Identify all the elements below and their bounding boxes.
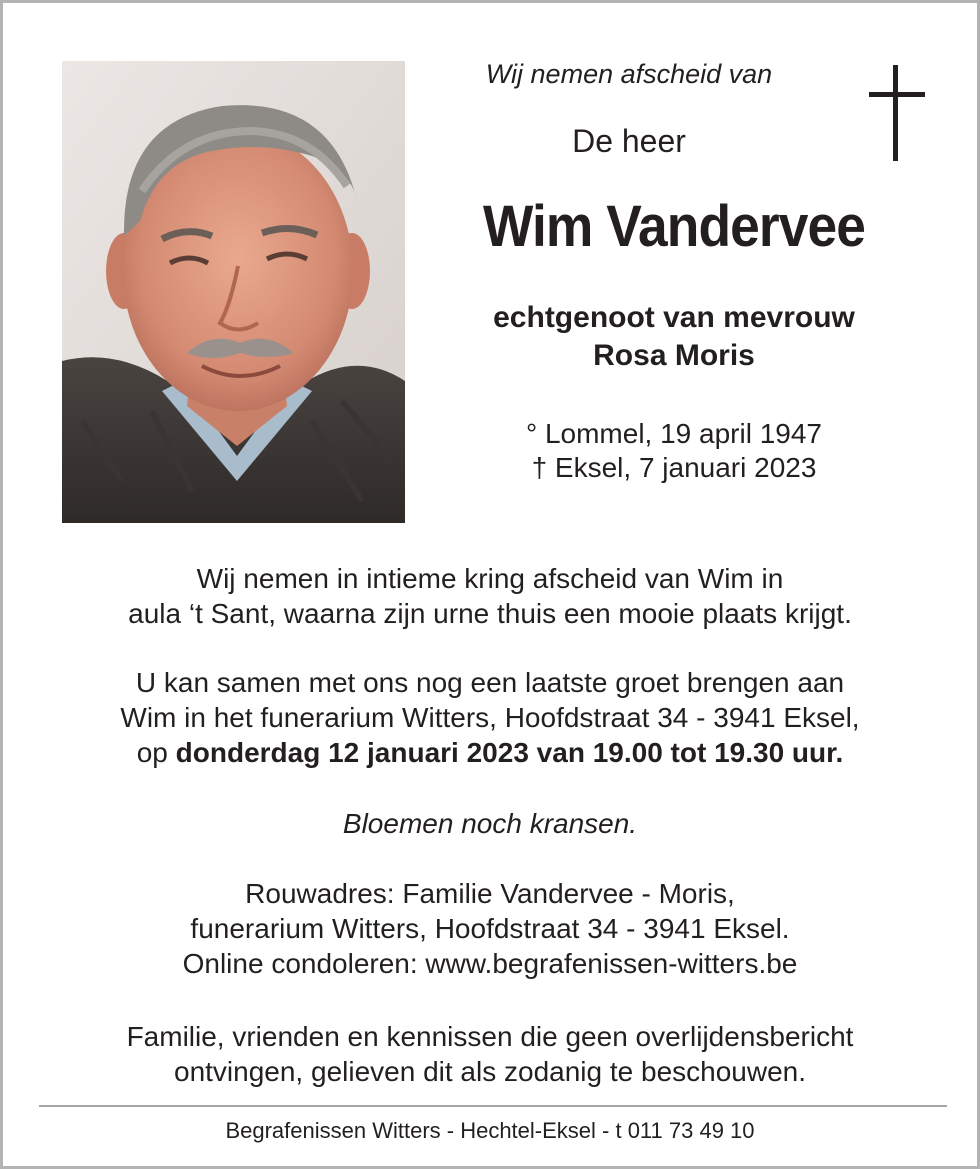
deceased-name: Wim Vandervee: [482, 194, 866, 259]
spouse-line-1: echtgenoot van mevrouw: [493, 301, 855, 334]
ceremony-line-1: Wij nemen in intieme kring afscheid van Wim in: [196, 563, 784, 594]
honorific: De heer: [572, 123, 686, 159]
intro-text: Wij nemen afscheid van: [485, 59, 773, 89]
address-line-1: Rouwadres: Familie Vandervee - Moris,: [245, 878, 735, 909]
visitation-line-3: [33, 735, 947, 770]
footer-contact: Begrafenissen Witters - Hechtel-Eksel - t 011 73 49 10: [225, 1118, 755, 1143]
cross-icon: [869, 65, 925, 161]
visitation-prefix: op: [136, 737, 176, 768]
birth-date: ° Lommel, 19 april 1947: [525, 418, 823, 449]
address-line-2: funerarium Witters, Hoofdstraat 34 - 3941 Eksel.: [190, 913, 790, 944]
ceremony-paragraph: [33, 561, 947, 631]
disclaimer-line-1: Familie, vrienden en kennissen die geen overlijdensbericht: [126, 1021, 854, 1052]
online-condolence-link[interactable]: Online condoleren: www.begrafenissen-witters.be: [182, 948, 798, 979]
death-date: † Eksel, 7 januari 2023: [531, 452, 817, 483]
visitation-line-1: U kan samen met ons nog een laatste groet brengen aan: [135, 667, 845, 698]
visitation-line-2: Wim in het funerarium Witters, Hoofdstraat 34 - 3941 Eksel,: [120, 702, 860, 733]
flowers-note: Bloemen noch kransen.: [342, 808, 638, 839]
visitation-paragraph: [33, 665, 947, 770]
ceremony-line-2: aula ‘t Sant, waarna zijn urne thuis een mooie plaats krijgt.: [128, 598, 852, 629]
condolence-address: [33, 876, 947, 981]
visitation-datetime: donderdag 12 januari 2023 van 19.00 tot 19.30 uur.: [175, 737, 844, 768]
footer-divider: [39, 1105, 947, 1107]
life-dates: [423, 417, 925, 485]
spouse-info: [423, 299, 925, 375]
portrait-photo: [62, 61, 405, 523]
spouse-line-2: Rosa Moris: [593, 339, 755, 372]
disclaimer-line-2: ontvingen, gelieven dit als zodanig te beschouwen.: [174, 1056, 806, 1087]
notice-disclaimer: [33, 1019, 947, 1089]
